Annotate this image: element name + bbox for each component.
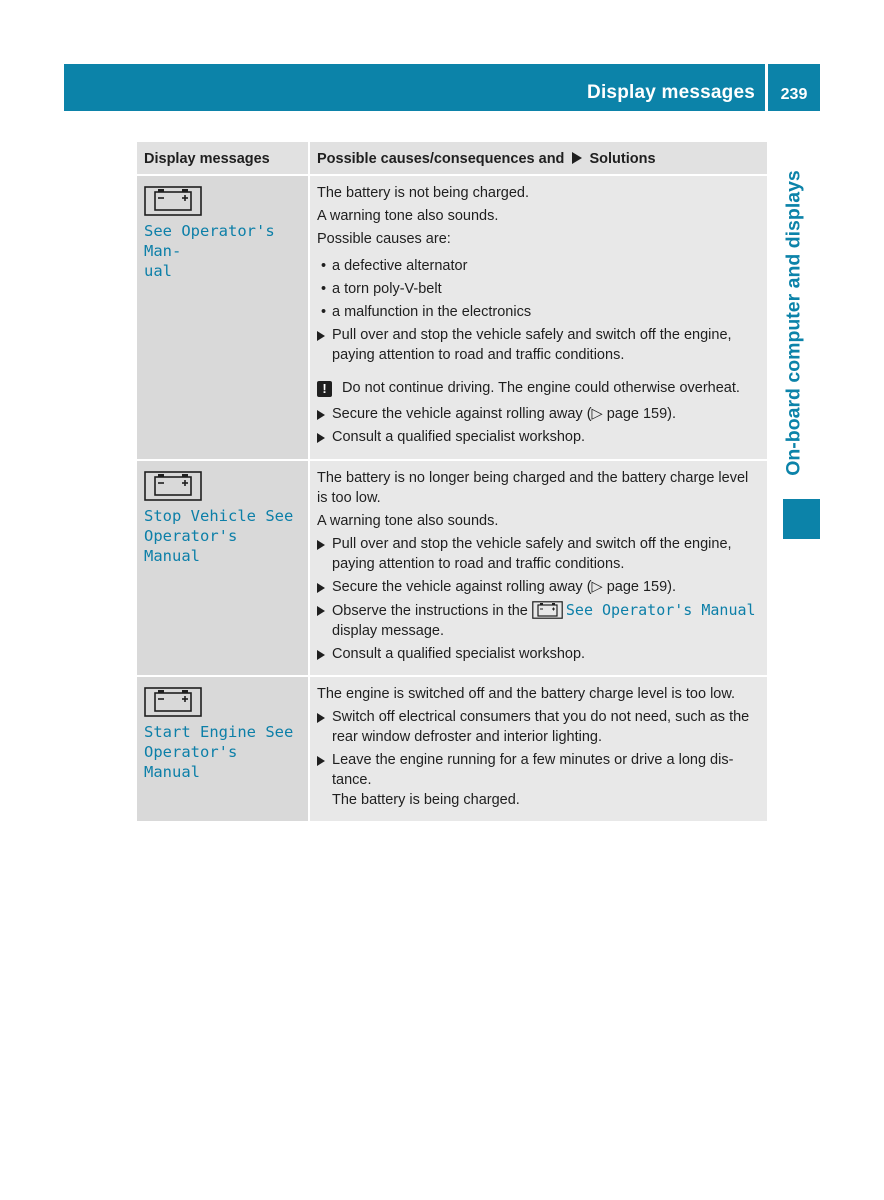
exclamation-icon: !: [317, 381, 332, 397]
page-number-box: [768, 64, 820, 111]
message-line: Operator's Manual: [144, 527, 238, 565]
cause-text: A warning tone also sounds.: [317, 208, 499, 224]
inline-display-message: See Operator's Manual: [565, 601, 756, 619]
arrow-right-icon: [572, 152, 582, 164]
bullet-item: • a malfunction in the electronics: [321, 304, 532, 320]
action-step: Switch off electrical consumers that you do not need, such as the rear window defroster and interior lighting.: [317, 707, 761, 747]
action-step: Pull over and stop the vehicle safely and switch off the engine, paying attention to road and traffic conditions.: [317, 534, 761, 574]
table-header-row: [137, 142, 767, 175]
message-line: Start Engine See: [144, 723, 294, 741]
warning-note: ! Do not continue driving. The engine could otherwise overheat.: [317, 378, 761, 398]
arrow-right-icon: [317, 540, 325, 550]
cause-cell: [309, 175, 767, 460]
arrow-right-icon: [317, 331, 325, 341]
display-message-text: [144, 506, 302, 566]
side-tab-label: On-board computer and displays: [782, 170, 805, 476]
message-cell: [137, 175, 309, 460]
action-step: Secure the vehicle against rolling away (▷ page 159).: [317, 577, 761, 597]
action-step: Consult a qualified specialist workshop.: [317, 644, 761, 664]
display-messages-table: [137, 142, 767, 821]
table-row: [137, 676, 767, 821]
message-line: ual: [144, 262, 172, 280]
arrow-right-icon: [317, 650, 325, 660]
header-causes-suffix: Solutions: [589, 150, 656, 167]
battery-icon: [532, 601, 563, 619]
header-display-messages: Display messages: [137, 142, 309, 175]
action-step: Observe the instructions in the See Operator's Manual display message.: [317, 600, 761, 641]
arrow-right-icon: [317, 410, 325, 420]
battery-icon: [144, 687, 202, 717]
arrow-right-icon: [317, 606, 325, 616]
cause-text: The battery is not being charged.: [317, 185, 529, 201]
message-line: See Operator's Man-: [144, 222, 275, 260]
bullet-item: • a defective alternator: [321, 258, 468, 274]
cause-text: A warning tone also sounds.: [317, 513, 499, 529]
arrow-right-icon: [317, 583, 325, 593]
message-cell: [137, 460, 309, 676]
header-causes: [309, 142, 767, 175]
arrow-right-icon: [317, 713, 325, 723]
message-cell: [137, 676, 309, 821]
page-number: 239: [780, 86, 808, 103]
display-message-text: [144, 722, 302, 782]
side-tab: [778, 156, 810, 490]
message-line: Operator's Manual: [144, 743, 238, 781]
message-line: Stop Vehicle See: [144, 507, 294, 525]
header-bar: [64, 64, 765, 111]
table-row: [137, 175, 767, 460]
cause-text: The battery is no longer being charged and the battery charge level is too low.: [317, 470, 749, 506]
header-causes-prefix: Possible causes/consequences and: [317, 150, 565, 167]
arrow-right-icon: [317, 433, 325, 443]
display-message-text: [144, 221, 302, 281]
battery-icon: [144, 471, 202, 501]
page-title: Display messages: [587, 82, 755, 103]
bullet-item: • a torn poly-V-belt: [321, 281, 442, 297]
cause-text: Possible causes are:: [317, 231, 451, 247]
battery-icon: [144, 186, 202, 216]
arrow-right-icon: [317, 756, 325, 766]
table-row: [137, 460, 767, 676]
action-step: Leave the engine running for a few minutes or drive a long dis-tance. The battery is being charged.: [317, 750, 761, 810]
action-step: Secure the vehicle against rolling away (▷ page 159).: [317, 404, 761, 424]
action-step: Consult a qualified specialist workshop.: [317, 427, 761, 447]
cause-cell: [309, 460, 767, 676]
side-tab-marker: [783, 499, 820, 539]
action-result: The battery is being charged.: [332, 792, 520, 808]
action-step: Pull over and stop the vehicle safely and switch off the engine, paying attention to road and traffic conditions.: [317, 325, 761, 365]
cause-text: The engine is switched off and the battery charge level is too low.: [317, 686, 736, 702]
cause-cell: [309, 676, 767, 821]
